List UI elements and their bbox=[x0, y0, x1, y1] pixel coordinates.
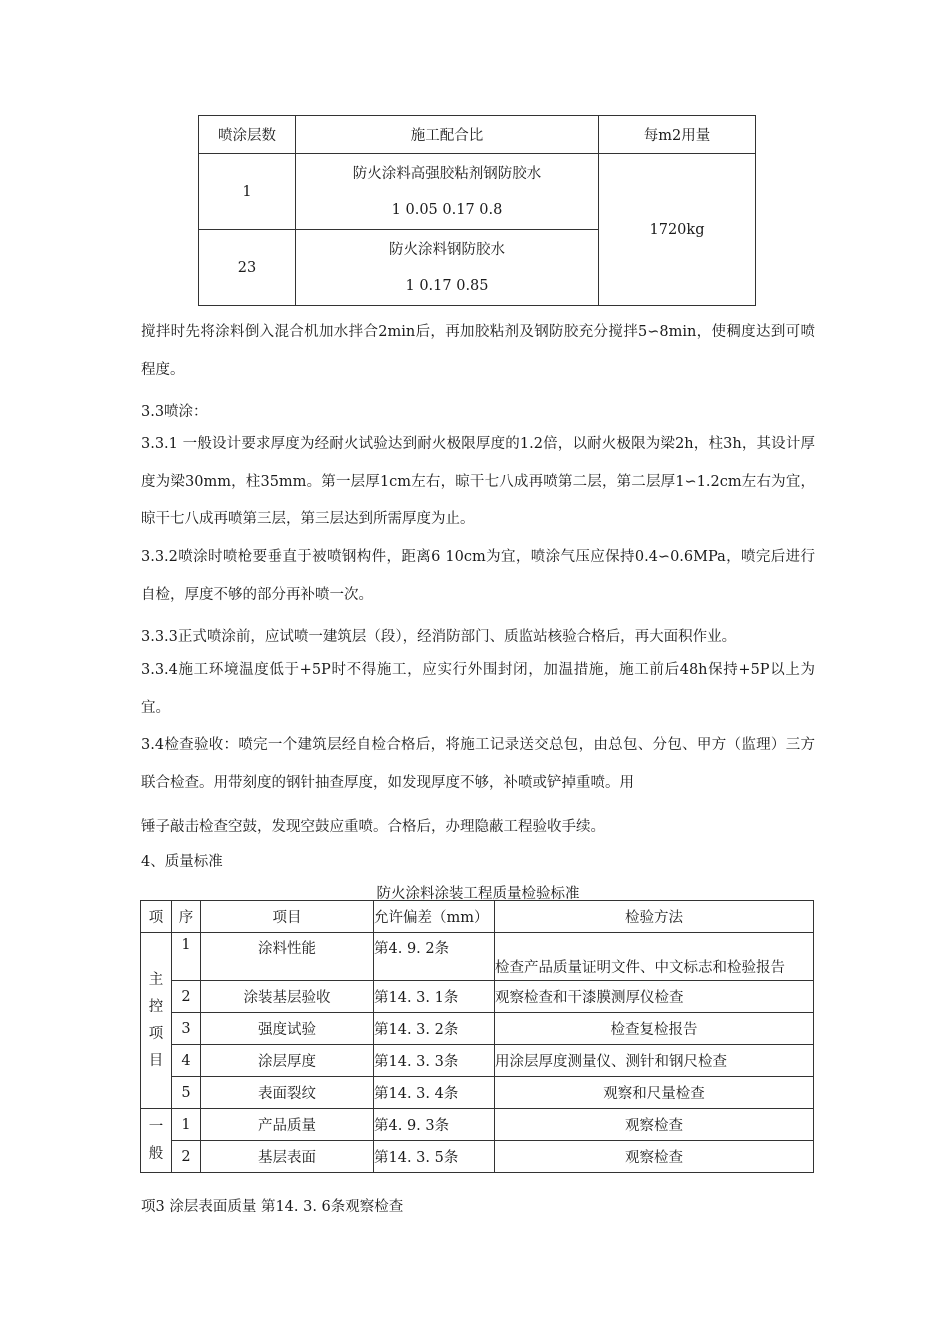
main-row-no: 1 bbox=[172, 933, 201, 981]
quality-table-trailing: 项3 涂层表面质量 第14. 3. 6条观察检查 bbox=[141, 1199, 404, 1215]
main-row-item: 涂装基层验收 bbox=[201, 981, 374, 1013]
main-row-method: 检查产品质量证明文件、中文标志和检验报告 bbox=[495, 933, 814, 981]
main-row-method: 观察检查和干漆膜测厚仪检查 bbox=[495, 981, 814, 1013]
main-row-no: 5 bbox=[172, 1077, 201, 1109]
header-usage: 每m2用量 bbox=[599, 116, 756, 154]
quality-table-caption: 防火涂料涂装工程质量检验标准 bbox=[376, 886, 580, 902]
main-row-method: 用涂层厚度测量仪、测针和钢尺检查 bbox=[495, 1045, 814, 1077]
section-3-3-2: 3.3.2喷涂时喷枪要垂直于被喷钢构件，距离6 10cm为宜，喷涂气压应保持0.4∽0.6MPa，喷完后进行自检，厚度不够的部分再补喷一次。 bbox=[141, 549, 815, 603]
section-3-4: 3.4检查验收：喷完一个建筑层经自检合格后，将施工记录送交总包，由总包、分包、甲方（监理）三方联合检查。用带刻度的钢针抽查厚度，如发现厚度不够，补喷或铲掉重喷。用 bbox=[141, 737, 815, 791]
row1-ratio: 1 0.05 0.17 0.8 bbox=[391, 201, 503, 218]
main-row-tol: 第14. 3. 1条 bbox=[374, 981, 495, 1013]
main-row-tol: 第4. 9. 2条 bbox=[374, 933, 495, 981]
row2-layers: 23 bbox=[199, 230, 296, 306]
main-row-item: 涂料性能 bbox=[201, 933, 374, 981]
section-3-4-cont: 锤子敲击检查空鼓，发现空鼓应重喷。合格后，办理隐蔽工程验收手续。 bbox=[141, 819, 605, 835]
header-layers: 喷涂层数 bbox=[199, 116, 296, 154]
main-row-item: 涂层厚度 bbox=[201, 1045, 374, 1077]
row2-ratio: 1 0.17 0.85 bbox=[405, 277, 489, 294]
mixing-paragraph: 搅拌时先将涂料倒入混合机加水拌合2min后，再加胶粘剂及钢防胶充分搅拌5∽8min，使稠度达到可喷程度。 bbox=[141, 324, 815, 378]
row1-ratio-cell bbox=[296, 154, 599, 230]
main-row-item: 强度试验 bbox=[201, 1013, 374, 1045]
main-row-no: 4 bbox=[172, 1045, 201, 1077]
section-4-title: 4、质量标准 bbox=[141, 854, 223, 870]
qh-method: 检验方法 bbox=[495, 901, 814, 933]
main-row-method: 观察和尺量检查 bbox=[495, 1077, 814, 1109]
general-row-item: 产品质量 bbox=[201, 1109, 374, 1141]
usage-value: 1720kg bbox=[599, 154, 756, 306]
row2-materials: 防火涂料钢防胶水 bbox=[389, 241, 505, 258]
main-row-item: 表面裂纹 bbox=[201, 1077, 374, 1109]
section-3-3-4: 3.3.4施工环境温度低于+5P时不得施工，应实行外围封闭，加温措施，施工前后48h保持+5P以上为宜。 bbox=[141, 662, 815, 716]
main-row-method: 检查复检报告 bbox=[495, 1013, 814, 1045]
qh-tolerance: 允许偏差（mm） bbox=[374, 901, 495, 933]
main-row-tol: 第14. 3. 4条 bbox=[374, 1077, 495, 1109]
qh-group: 项 bbox=[141, 901, 172, 933]
main-row-tol: 第14. 3. 2条 bbox=[374, 1013, 495, 1045]
general-row-no: 2 bbox=[172, 1141, 201, 1173]
general-row-no: 1 bbox=[172, 1109, 201, 1141]
qh-no: 序 bbox=[172, 901, 201, 933]
section-3-3-3: 3.3.3正式喷涂前，应试喷一建筑层（段），经消防部门、质监站核验合格后，再大面积作业。 bbox=[141, 629, 737, 645]
header-ratio: 施工配合比 bbox=[296, 116, 599, 154]
general-row-method: 观察检查 bbox=[495, 1141, 814, 1173]
main-row-no: 2 bbox=[172, 981, 201, 1013]
section-3-3-title: 3.3喷涂： bbox=[141, 404, 208, 420]
main-row-tol: 第14. 3. 3条 bbox=[374, 1045, 495, 1077]
group-main: 主控项目 bbox=[141, 933, 172, 1109]
group-general: 一般 bbox=[141, 1109, 172, 1173]
general-row-tol: 第14. 3. 5条 bbox=[374, 1141, 495, 1173]
qh-item: 项目 bbox=[201, 901, 374, 933]
general-row-tol: 第4. 9. 3条 bbox=[374, 1109, 495, 1141]
main-row-no: 3 bbox=[172, 1013, 201, 1045]
row2-ratio-cell bbox=[296, 230, 599, 306]
general-row-item: 基层表面 bbox=[201, 1141, 374, 1173]
quality-table bbox=[140, 900, 814, 1173]
mix-ratio-table bbox=[198, 115, 756, 306]
section-3-3-1: 3.3.1 一般设计要求厚度为经耐火试验达到耐火极限厚度的1.2倍，以耐火极限为梁2h，柱3h，其设计厚度为梁30mm，柱35mm。第一层厚1cm左右，晾干七八成再喷第二层，第二层厚1∽1.2cm左右为宜，晾干七八成再喷第三层，第三层达到所需厚度为止。 bbox=[141, 436, 816, 527]
row1-materials: 防火涂料高强胶粘剂钢防胶水 bbox=[352, 165, 542, 182]
row1-layers: 1 bbox=[199, 154, 296, 230]
general-row-method: 观察检查 bbox=[495, 1109, 814, 1141]
